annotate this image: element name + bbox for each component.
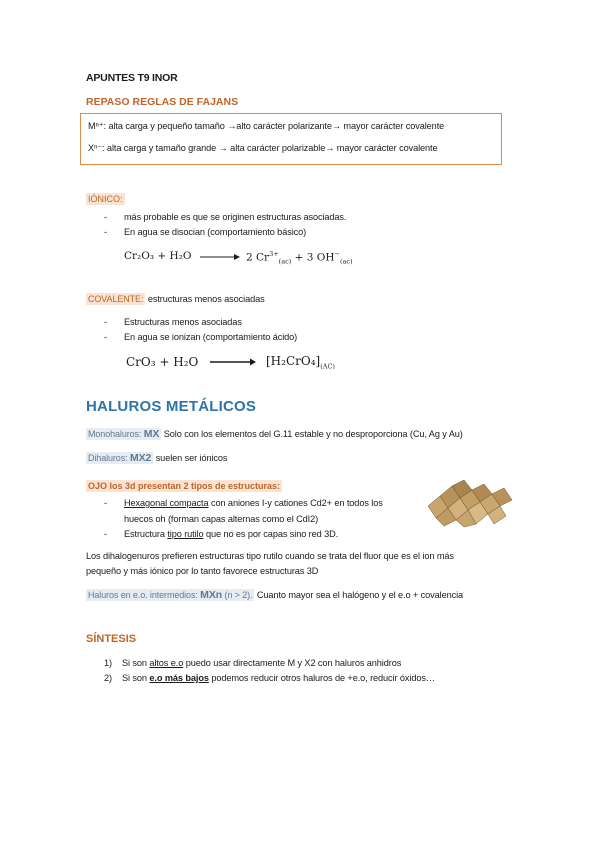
haluros-bullet-1-text: con aniones I-y cationes Cd2+ en todos los: [210, 498, 383, 508]
intermedios-label-text: Haluros en e.o. intermedios:: [88, 590, 198, 600]
cr-ion: 2 Cr: [246, 251, 270, 264]
dihaluros-label: [86, 452, 153, 464]
monohaluros-text: Solo con los elementos del G.11 estable y no desproporciona (Cu, Ag y Au): [163, 429, 463, 439]
fajans-line-cation: Mⁿ⁺: alta carga y pequeño tamaño →alto carácter polarizante→ mayor carácter covalente: [88, 121, 445, 131]
tipo-rutilo: tipo rutilo: [167, 529, 204, 539]
monohaluros-label: [86, 428, 161, 440]
eo-mas-bajos: e.o más bajos: [149, 673, 209, 683]
intermedios-line: [86, 589, 463, 601]
dihaluros-text: suelen ser iónicos: [155, 453, 228, 463]
dihaluros-line: [86, 452, 227, 464]
monohaluros-label-text: Monohaluros:: [88, 429, 142, 439]
fajans-line-anion: Xⁿ⁻: alta carga y tamaño grande → alta carácter polarizable→ mayor carácter covalente: [88, 143, 438, 153]
reaction-arrow-icon: [200, 252, 240, 262]
haluros-bullet-2: [124, 529, 338, 539]
sintesis-item-2-b: podemos reducir otros haluros de +e.o, reducir óxidos…: [211, 673, 435, 683]
oh-state: (ac): [339, 257, 353, 266]
haluros-bullet-2-b: que no es por capas sino red 3D.: [205, 529, 339, 539]
intermedios-formula: MXn: [200, 589, 223, 601]
dihalogenuros-paragraph-1: Los dihalogenuros prefieren estructuras tipo rutilo cuando se trata del fluor que es el ion más: [86, 551, 454, 561]
covalente-equation-left: CrO₃ + H₂O: [126, 355, 199, 369]
dihaluros-formula: MX2: [129, 452, 152, 464]
oh-charge: −: [334, 250, 340, 258]
bullet-dash: -: [104, 212, 108, 222]
bullet-dash: -: [104, 498, 108, 508]
ionico-equation-right: [246, 250, 353, 266]
dihaluros-label-text: Dihaluros:: [88, 453, 128, 463]
monohaluros-line: [86, 428, 463, 440]
intermedios-label: [86, 589, 254, 601]
intermedios-text: Cuanto mayor sea el halógeno y el e.o + covalencia: [256, 590, 464, 600]
altos-eo: altos e.o: [149, 658, 184, 668]
sintesis-item-2: [122, 673, 435, 683]
monohaluros-formula: MX: [143, 428, 160, 440]
dihalogenuros-paragraph-2: pequeño y más iónico por lo tanto favorece estructuras 3D: [86, 566, 319, 576]
covalente-bullet-2: En agua se ionizan (comportamiento ácido): [124, 332, 298, 342]
sintesis-heading: SÍNTESIS: [86, 633, 137, 645]
sintesis-item-1-a: Si son: [122, 658, 147, 668]
haluros-heading: HALUROS METÁLICOS: [86, 398, 257, 415]
cr-charge: 3+: [269, 250, 279, 258]
sintesis-item-1-number: 1): [104, 658, 112, 668]
page-title: APUNTES T9 INOR: [86, 72, 178, 84]
covalente-label: COVALENTE:: [88, 294, 144, 304]
intermedios-condition: (n > 2).: [224, 590, 253, 600]
bullet-dash: -: [104, 529, 108, 539]
cr-state: (ac): [278, 257, 292, 266]
covalente-text: estructuras menos asociadas: [147, 294, 265, 304]
haluros-bullet-2-a: Estructura: [124, 529, 165, 539]
haluros-bullet-1-cont: huecos oh (forman capas alternas como el CdI2): [124, 514, 319, 524]
bullet-dash: -: [104, 317, 108, 327]
bullet-dash: -: [104, 332, 108, 342]
dichromic-acid: [H₂CrO₄]: [266, 354, 321, 368]
sintesis-item-2-number: 2): [104, 673, 112, 683]
ionico-bullet-1: más probable es que se originen estructuras asociadas.: [124, 212, 347, 222]
sintesis-item-1: [122, 658, 401, 668]
ionico-label: IÓNICO:: [88, 194, 123, 204]
ionico-bullet-2: En agua se disocian (comportamiento básico): [124, 227, 307, 237]
ojo-text: OJO los 3d presentan 2 tipos de estructuras:: [88, 481, 281, 491]
fajans-heading: REPASO REGLAS DE FAJANS: [86, 96, 239, 108]
bullet-dash: -: [104, 227, 108, 237]
reaction-arrow-icon: [210, 357, 256, 367]
haluros-bullet-1: [124, 498, 383, 508]
covalente-equation-right: [266, 354, 335, 370]
octahedra-structure-image: [426, 478, 516, 528]
acid-state: (AC): [320, 362, 335, 371]
sintesis-item-2-a: Si son: [122, 673, 147, 683]
ojo-note: [86, 476, 282, 494]
hexagonal-compacta: Hexagonal compacta: [124, 498, 209, 508]
oh-ion: + 3 OH: [291, 251, 335, 264]
ionico-section: [86, 189, 125, 207]
sintesis-item-1-b: puedo usar directamente M y X2 con haluros anhidros: [185, 658, 402, 668]
ionico-equation-left: Cr₂O₃ + H₂O: [124, 250, 192, 262]
covalente-section: [86, 294, 265, 304]
covalente-bullet-1: Estructuras menos asociadas: [124, 317, 242, 327]
